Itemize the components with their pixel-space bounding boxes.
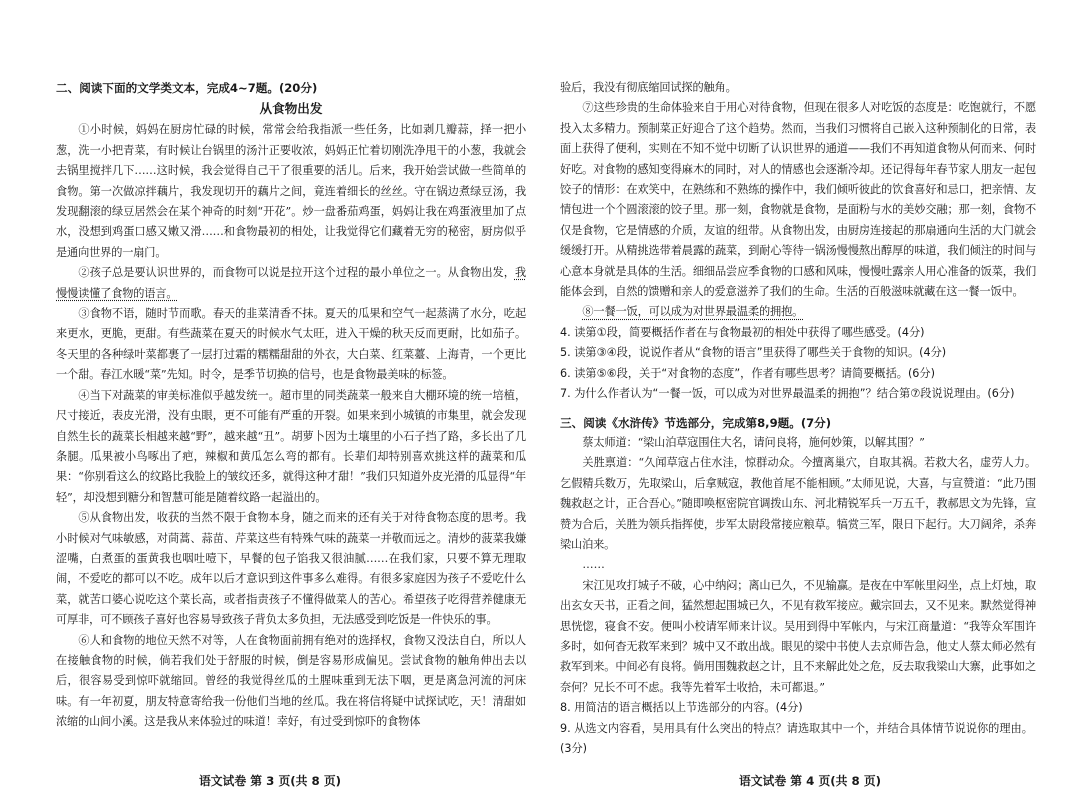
excerpt-paragraph-1: 蔡太师道：“梁山泊草寇围住大名，请问良将，施何妙策，以解其围？”	[582, 435, 925, 449]
excerpt-paragraph-3: 宋江见攻打城子不破，心中纳闷；离山已久，不见输赢。是夜在中军帐里闷坐，点上灯烛，取出玄女天书，正看之间，猛然想起围城已久，不见有救军接应。戴宗回去，又不见来。默然觉得神思恍惚，寝食不安。便叫小校请军师来计议。吴用到得中军帐内，与宋江商量道：“我等众军围许多时，如何杳无救军来到？城中又不敢出战。眼见的梁中书使人去京师告急，他丈人蔡太师必然有救军到来。中间必有良将。倘用围魏救赵之计，且不来解此处之危，反去取我梁山大寨，此事如之奈何？兄长不可不虑。我等先着军士收拾，未可都退。”	[560, 578, 1036, 694]
paragraph-6-end: 验后，我没有彻底缩回试探的触角。	[560, 81, 737, 94]
paragraph-2	[56, 263, 526, 304]
paragraph-8	[560, 302, 1036, 322]
excerpt-ellipsis: ……	[582, 558, 605, 572]
paragraph-5: ⑤从食物出发，收获的当然不限于食物本身，随之而来的还有关于对待食物态度的思考。我小时候对气味敏感，对茼蒿、蒜苗、芹菜这些有特殊气味的蔬菜一并敬而远之。清炒的菠菜我嫌涩嘴，白煮蛋的蛋黄我也咽吐噎下，早餐的包子馅我又很油腻……在我们家，只要不算无理取闹，不爱吃的都可以不吃。成年以后才意识到这件事多么难得。有很多家庭因为孩子不爱吃什么菜，就苦口婆心说吃这个菜长高，或者指责孩子不懂得做菜人的苦心。希望孩子吃得营养健康无可厚非，可不顾孩子喜好也容易导致孩子背负太多负担，无法感受到吃饭是一件快乐的事。	[56, 511, 526, 627]
page-footer-3: 语文试卷 第 3 页(共 8 页)	[198, 774, 342, 788]
exam-page-4	[540, 0, 1080, 810]
question-5: 5. 读第③④段，说说作者从“食物的语言”里获得了哪些关于食物的知识。(4分)	[560, 346, 947, 360]
paragraph-1: ①小时候，妈妈在厨房忙碌的时候，常常会给我指派一些任务，比如剥几瓣蒜，择一把小葱，洗一小把青菜，有时候让台锅里的汤汁正要收浓，妈妈正忙着切刚洗净甩干的小葱，我就会去锅里搅拌几下……这时候，我会觉得自己干了很重要的活儿。后来，我开始尝试做一些简单的食物。第一次做凉拌藕片，我发现切开的藕片之间，竟连着细长的丝丝。守在锅边煮绿豆汤，我发现翻滚的绿豆居然会在某个神奇的时刻“开花”。炒一盘番茄鸡蛋，妈妈让我在鸡蛋液里加了点水，没想到鸡蛋口感又嫩又滑……和食物最初的相处，让我觉得它们藏着无穷的秘密，厨房似乎是通向世界的一扇门。	[56, 123, 526, 259]
question-4: 4. 读第①段，简要概括作者在与食物最初的相处中获得了哪些感受。(4分)	[560, 325, 925, 339]
section-2-heading: 二、阅读下面的文学类文本，完成4~7题。(20分)	[56, 81, 318, 95]
question-9: 9. 从选文内容看，吴用具有什么突出的特点？请选取其中一个，并结合具体情节说说你的理由。(3分)	[560, 721, 1033, 755]
paragraph-7: ⑦这些珍贵的生命体验来自于用心对待食物，但现在很多人对吃饭的态度是：吃饱就行，不愿投入太多精力。预制菜正好迎合了这个趋势。然而，当我们习惯将自己嵌入这种预制化的日常，表面上获得了便利，实则在不知不觉中切断了认识世界的通道——我们不再知道食物从何而来、何时好吃。对食物的感知变得麻木的同时，对人的情感也会逐渐冷却。还记得每年春节家人朋友一起包饺子的情形：在欢笑中，在熟练和不熟练的操作中，我们倾听彼此的饮食喜好和忌口，把亲情、友情包进一个个圆滚滚的饺子里。那一刻，食物就是食物，是面粉与水的美妙交融；那一刻，食物不仅是食物，它是情感的介质，友谊的纽带。从食物出发，由厨房连接起的那扇通向生活的大门就会缓缓打开。从精挑选带着晨露的蔬菜，到耐心等待一锅汤慢慢熬出醇厚的味道，我们倾注的时间与心意本身就是具体的生活。细细品尝应季食物的口感和风味，慢慢吐露亲人用心准备的饭菜，我们能体会到，自然的馈赠和亲人的爱意滋养了我们的生命。生活的百般滋味就藏在这一餐一饭中。	[560, 101, 1036, 299]
paragraph-8-dotted-sentence: ⑧一餐一饭，可以成为对世界最温柔的拥抱。	[582, 305, 804, 319]
question-6: 6. 读第⑤⑥段，关于“对食物的态度”，作者有哪些思考？请简要概括。(6分)	[560, 366, 935, 380]
excerpt-paragraph-2: 关胜禀道：“久闻草寇占住水洼，惊群动众。今擅离巢穴，自取其祸。若救大名，虚劳人力。乞假精兵数万，先取梁山，后拿贼寇，教他首尾不能相顾。”太师见说，大喜，与宣赞道：“此乃围魏救赵之计，正合吾心。”随即唤枢密院官调拨山东、河北精锐军兵一万五千，教郝思文为先锋，宣赞为合后，关胜为领兵指挥使，步军太尉段常接应粮草。犒赏三军，限日下起行。大刀阔斧，杀奔梁山泊来。	[560, 456, 1036, 551]
paragraph-3: ③食物不语，随时节而歌。春天的韭菜清香不抹。夏天的瓜果和空气一起蒸满了水分，吃起来更水，更脆，更甜。有些蔬菜在夏天的时候水气太旺，进入干燥的秋天反而更耐，比如茄子。冬天里的各种绿叶菜都裹了一层打过霜的糯糯甜甜的外衣，大白菜、红菜薹、上海青，一个更比一个甜。春江水暖“菜”先知。时令，是季节切换的信号，也是食物最美味的标签。	[56, 307, 526, 382]
paragraph-2-dotted-sentence: 我慢慢读懂了食物的语言。	[56, 266, 526, 300]
question-8: 8. 用简洁的语言概括以上节选部分的内容。(4分)	[560, 701, 803, 715]
section-3-heading: 三、阅读《水浒传》节选部分，完成第8,9题。(7分)	[560, 415, 832, 430]
page-footer-4: 语文试卷 第 4 页(共 8 页)	[738, 774, 882, 788]
article-title: 从食物出发	[259, 101, 323, 117]
paragraph-4: ④当下对蔬菜的审美标准似乎越发统一。超市里的同类蔬菜一般来自大棚环境的统一培植，尺寸接近，表皮光滑，没有虫眼，更不可能有严重的开裂。如果来到小城镇的市集里，就会发现自然生长的蔬菜长相越来越“野”，越来越“丑”。胡萝卜因为土壤里的小石子挡了路，多长出了几条腿。瓜果被小鸟啄出了疤，辣椒和黄瓜怎么弯的都有。长辈们却特别喜欢挑这样的蔬菜和瓜果：“你别看这么的纹路比我脸上的皱纹还多，就得这种才甜！”我们只知道外皮光滑的瓜显得“年轻”，却没想到糖分和智慧可能是随着纹路一起溢出的。	[56, 388, 526, 504]
paragraph-2-text: ②孩子总是要认识世界的，而食物可以说是拉开这个过程的最小单位之一。从食物出发，	[78, 266, 515, 280]
question-7: 7. 为什么作者认为“一餐一饭，可以成为对世界最温柔的拥抱”？结合第⑦段说说理由。(6分)	[560, 387, 1015, 401]
paragraph-6: ⑥人和食物的地位天然不对等，人在食物面前拥有绝对的选择权，食物又没法自白，所以人在接触食物的时候，倘若我们处于舒服的时候，倒是容易形成偏见。尝试食物的触角伸出去以后，很容易受到惊吓就缩回。曾经的我觉得丝瓜的土腥味重到无法下咽，更是离急河流的河床味。有一年初夏，朋友特意寄给我一份他们当地的丝瓜。我在将信将疑中试探试吃，天！清甜如浓缩的山间小溪。这是我从来体验过的味道！幸好，有过受到惊吓的食物体	[56, 633, 526, 729]
